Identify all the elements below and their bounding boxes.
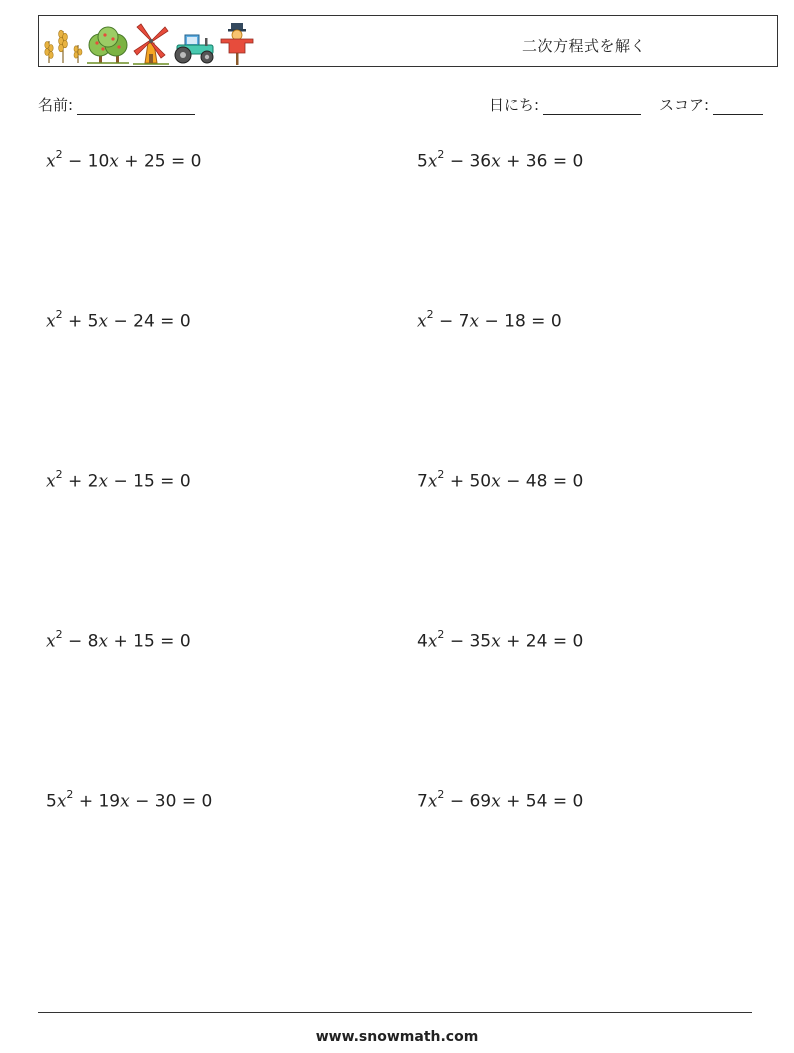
wheat-icon (41, 25, 85, 65)
problem-3: $x^2 + 5x - 24 = 0$ (46, 308, 191, 332)
windmill-icon (131, 21, 171, 65)
tractor-icon (171, 25, 217, 65)
problem-4: $x^2 - 7x - 18 = 0$ (417, 308, 562, 332)
footer-divider (38, 1012, 752, 1013)
footer-url[interactable]: www.snowmath.com (315, 1029, 479, 1045)
date-blank-line (543, 98, 641, 115)
date-label: 日にち: (489, 96, 540, 114)
name-label: 名前: (38, 96, 74, 114)
score-label: スコア: (659, 96, 710, 114)
problem-2: $5x^2 - 36x + 36 = 0$ (417, 148, 584, 172)
tree-icon (85, 25, 131, 65)
problem-9: $5x^2 + 19x - 30 = 0$ (46, 788, 213, 812)
score-field (659, 94, 763, 115)
scarecrow-icon (217, 21, 257, 65)
header-icons (41, 19, 257, 65)
problem-5: $x^2 + 2x - 15 = 0$ (46, 468, 191, 492)
name-field (38, 94, 195, 115)
name-blank-line (77, 98, 195, 115)
problem-1: $x^2 - 10x + 25 = 0$ (46, 148, 202, 172)
date-field (489, 94, 641, 115)
problem-7: $x^2 - 8x + 15 = 0$ (46, 628, 191, 652)
problem-8: $4x^2 - 35x + 24 = 0$ (417, 628, 584, 652)
worksheet-header (38, 15, 778, 67)
score-blank-line (713, 98, 763, 115)
problem-6: $7x^2 + 50x - 48 = 0$ (417, 468, 584, 492)
problem-10: $7x^2 - 69x + 54 = 0$ (417, 788, 584, 812)
worksheet-title: 二次方程式を解く (522, 37, 647, 55)
